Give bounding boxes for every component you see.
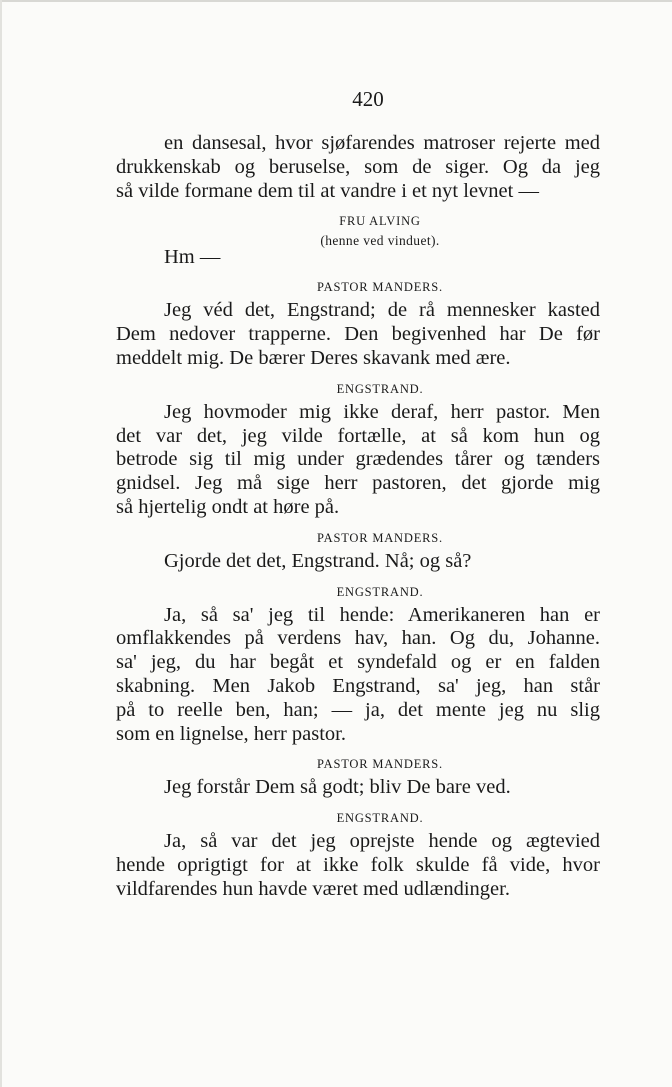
text-line: Jeg véd det, Engstrand; de rå mennesker kasted <box>164 299 600 322</box>
text-line: skabning. Men Jakob Engstrand, sa' jeg, han står <box>116 674 600 697</box>
dialogue-paragraph <box>116 401 600 520</box>
speaker-name: ENGSTRAND. <box>336 584 424 599</box>
text-line: Ja, så var det jeg oprejste hende og ægtevied <box>164 830 600 853</box>
speaker-name: PASTOR MANDERS. <box>317 530 443 545</box>
dialogue-paragraph <box>116 830 600 901</box>
speaker-name: PASTOR MANDERS. <box>317 280 443 295</box>
dialogue-paragraph <box>116 132 600 203</box>
text-line: som en lignelse, herr pastor. <box>116 722 347 745</box>
text-line: vildfarendes hun havde været med udlændinger. <box>116 877 510 900</box>
text-line: så vilde formane dem til at vandre i et nyt levnet — <box>116 179 539 202</box>
text-line: omflakkendes på verdens hav, han. Og du, Johanne. <box>116 627 600 650</box>
dialogue-interjection: Hm — <box>164 246 221 269</box>
dialogue-paragraph <box>116 604 600 747</box>
text-line: en dansesal, hvor sjøfarendes matroser rejerte med <box>164 132 600 154</box>
text-line: Jeg hovmoder mig ikke deraf, herr pastor. Men <box>164 400 600 423</box>
text-line: hende oprigtigt for at ikke folk skulde få vide, hvor <box>116 853 600 876</box>
text-line: Gjorde det det, Engstrand. Nå; og så? <box>164 549 472 572</box>
text-line: så hjertelig ondt at høre på. <box>116 495 340 518</box>
text-line: drukkenskab og beruselse, som de siger. Og da jeg <box>116 155 600 178</box>
text-line: det var det, jeg vilde fortælle, at så kom hun og <box>116 424 600 447</box>
page-top-edge <box>0 0 672 2</box>
page-left-edge <box>0 0 2 1087</box>
text-line: meddelt mig. De bærer Deres skavank med ære. <box>116 346 511 369</box>
dialogue-paragraph <box>116 299 600 370</box>
text-line: sa' jeg, du har begåt et syndefald og er en falden <box>116 651 600 674</box>
text-line: gnidsel. Jeg må sige herr pastoren, det gjorde mig <box>116 472 600 495</box>
dialogue-paragraph <box>116 776 600 800</box>
speaker-name: ENGSTRAND. <box>336 381 424 396</box>
book-page <box>116 86 600 902</box>
text-line: Dem nedover trapperne. Den begivenhed har De før <box>116 323 600 346</box>
page-content <box>116 132 600 902</box>
text-line: Ja, så sa' jeg til hende: Amerikaneren han er <box>164 603 600 626</box>
speaker-name: PASTOR MANDERS. <box>317 757 443 772</box>
text-line: på to reelle ben, han; — ja, det mente jeg nu slig <box>116 698 600 721</box>
page-number: 420 <box>352 87 384 111</box>
dialogue-paragraph <box>116 550 600 574</box>
speaker-name: FRU ALVING <box>339 214 421 229</box>
text-line: Jeg forstår Dem så godt; bliv De bare ved. <box>164 776 511 799</box>
stage-direction: (henne ved vinduet). <box>320 233 440 249</box>
speaker-name: ENGSTRAND. <box>336 811 424 826</box>
text-line: betrode sig til mig under grædendes tårer og tænders <box>116 448 600 471</box>
